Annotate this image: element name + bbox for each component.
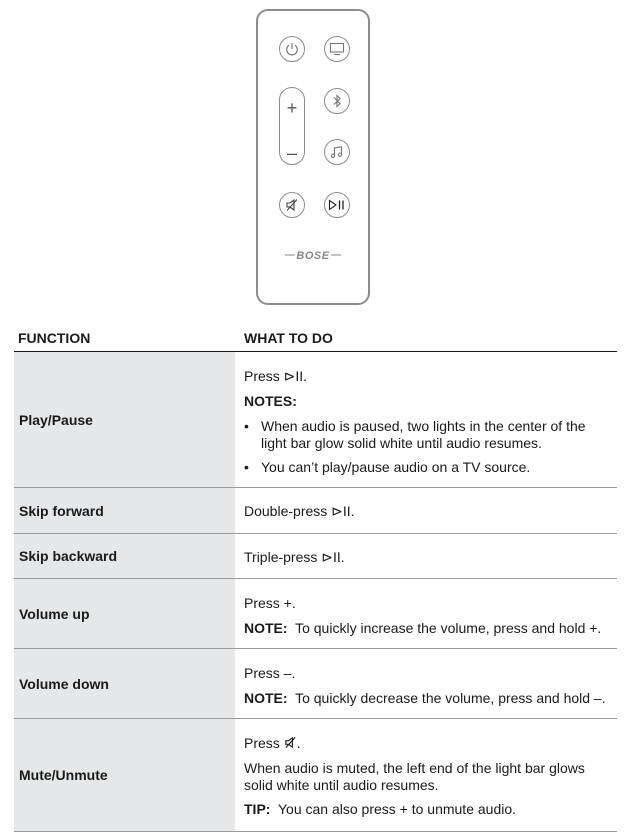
volume-down-icon: – [286, 143, 297, 163]
volume-rocker [279, 87, 305, 165]
table-row [14, 719, 617, 832]
note-text: To quickly increase the volume, press and hold +. [295, 620, 602, 636]
what-to-do-cell [244, 534, 617, 578]
instruction-text: Press –. [244, 665, 296, 681]
remote-illustration [256, 9, 370, 305]
instruction-text: Press ⊳II. [244, 368, 308, 384]
what-to-do-cell [244, 649, 617, 718]
info-text: When audio is muted, the left end of the light bar glows solid white until audio resumes. [244, 760, 585, 793]
table-row [14, 488, 617, 534]
note-line [244, 690, 617, 707]
tip-text: You can also press + to unmute audio. [277, 801, 517, 817]
note-bullet-text: When audio is paused, two lights in the center of the light bar glow solid white until audio resumes. [261, 418, 586, 451]
svg-text:BOSE: BOSE [296, 250, 330, 262]
function-cell: Volume down [14, 649, 235, 718]
what-to-do-cell [244, 488, 617, 533]
notes-label: NOTES: [244, 393, 297, 409]
function-cell: Play/Pause [14, 352, 235, 487]
header-function: FUNCTION [18, 330, 91, 346]
instruction-text: Press . [244, 735, 301, 751]
table-row [14, 534, 617, 579]
function-cell: Volume up [14, 579, 235, 648]
instruction-text: Press +. [244, 595, 296, 611]
what-to-do-cell: Press ⊳II. NOTES: • When audio is paused, two lights in the center of the light bar glow solid white until audio resumes. • You can’t play/pause audio on a TV source. [244, 352, 617, 487]
note-bullet-text: You can’t play/pause audio on a TV source. [261, 459, 531, 475]
function-cell: Mute/Unmute [14, 719, 235, 831]
what-to-do-cell [244, 579, 617, 648]
table-row [14, 352, 617, 488]
power-icon [279, 36, 305, 62]
music-icon [324, 139, 350, 165]
note-line [244, 620, 617, 637]
tip-label: TIP: [244, 801, 271, 817]
bluetooth-icon [324, 88, 350, 114]
instruction-text: Triple-press ⊳II. [244, 549, 345, 565]
function-cell: Skip backward [14, 534, 235, 578]
note-text: To quickly decrease the volume, press and hold –. [295, 690, 606, 706]
table-row [14, 579, 617, 649]
table-row [14, 649, 617, 719]
note-label: NOTE: [244, 620, 288, 636]
play-pause-icon [324, 192, 350, 218]
instruction-text: Double-press ⊳II. [244, 503, 355, 519]
what-to-do-cell [244, 719, 617, 831]
mute-icon [279, 192, 305, 218]
mute-icon [284, 736, 297, 749]
header-what-to-do: WHAT TO DO [244, 330, 333, 346]
note-label: NOTE: [244, 690, 288, 706]
bose-logo [258, 248, 368, 262]
volume-up-icon: + [286, 98, 298, 118]
tip-line [244, 801, 617, 818]
function-cell: Skip forward [14, 488, 235, 533]
tv-icon [324, 36, 350, 62]
